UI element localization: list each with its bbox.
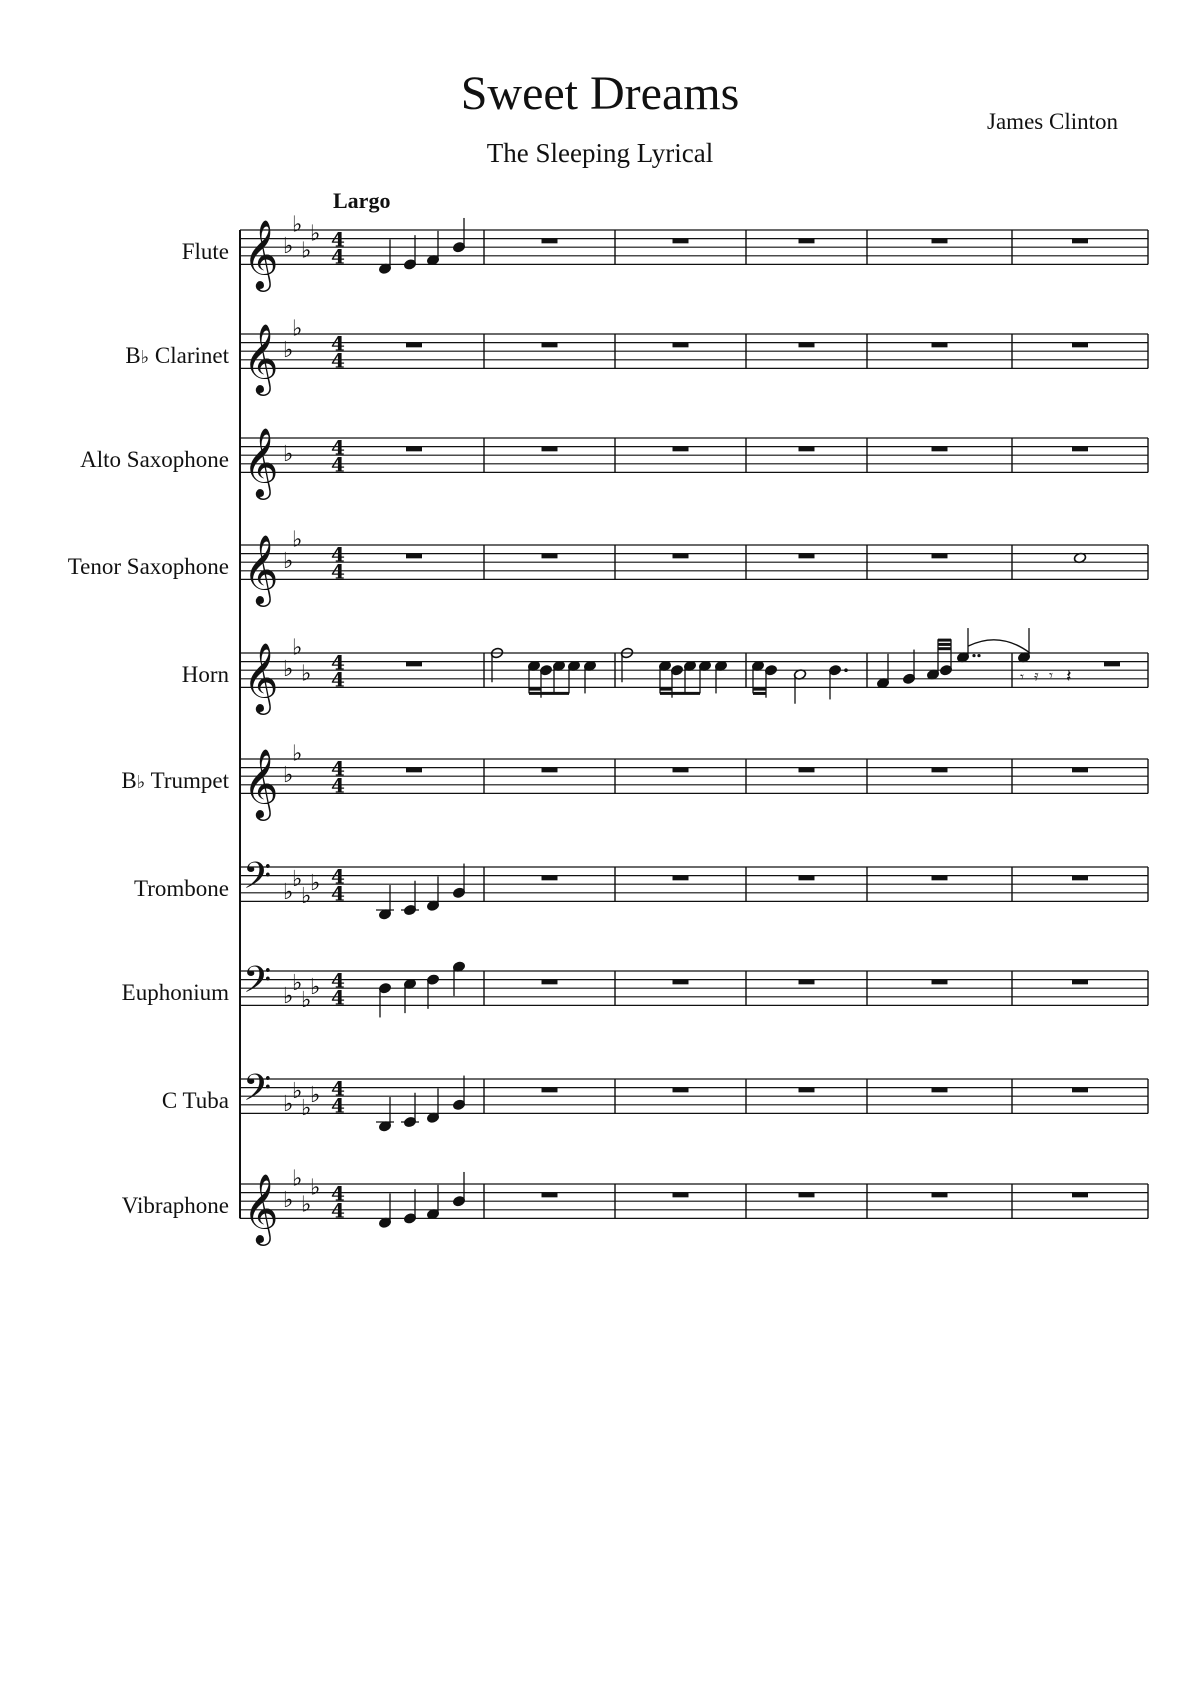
whole-rest [1072,876,1088,881]
time-signature-bottom: 4 [331,773,345,798]
instrument-label-horn: Horn [181,662,229,687]
key-flat-icon: ♭ [292,741,303,767]
time-signature-bottom: 4 [331,1198,345,1223]
instrument-label-tuba: C Tuba [161,1088,229,1113]
key-flat-icon: ♭ [283,1188,294,1214]
treble-clef-icon: 𝄞 [243,534,279,605]
whole-rest [542,239,558,244]
time-signature-top: 4 [331,435,345,460]
whole-rest [673,1193,689,1198]
time-signature-top: 4 [331,756,345,781]
whole-rest [1072,343,1088,348]
time-signature-top: 4 [331,968,345,993]
key-flat-icon: ♭ [292,970,303,996]
key-flat-icon: ♭ [292,212,303,238]
key-flat-icon: ♭ [292,1078,303,1104]
whole-rest [673,447,689,452]
horn-tie [968,640,1030,653]
key-flat-icon: ♭ [292,866,303,892]
whole-rest [932,876,948,881]
dot [844,668,848,672]
time-signature-bottom: 4 [331,985,345,1010]
whole-rest [542,1088,558,1093]
instrument-label-alto-sax: Alto Saxophone [80,447,229,472]
score-title: Sweet Dreams [460,67,740,120]
key-flat-icon: ♭ [301,1192,312,1218]
whole-rest [673,876,689,881]
whole-rest [673,1088,689,1093]
time-signature-bottom: 4 [331,559,345,584]
key-flat-icon: ♭ [292,527,303,553]
whole-rest [932,1193,948,1198]
key-flat-icon: ♭ [310,1083,321,1109]
whole-rest [542,447,558,452]
time-signature-top: 4 [331,864,345,889]
treble-clef-icon: 𝄞 [243,1173,279,1244]
instrument-label-euphonium: Euphonium [121,980,229,1005]
time-signature-bottom: 4 [331,452,345,477]
whole-rest [932,554,948,559]
bass-clef-icon: 𝄢 [243,958,272,1010]
whole-rest [406,662,422,667]
whole-rest [1072,768,1088,773]
sixteenth-rest-icon: 𝄿 [1034,666,1039,685]
key-flat-icon: ♭ [301,238,312,264]
time-signature-bottom: 4 [331,348,345,373]
whole-rest [932,980,948,985]
whole-rest [799,554,815,559]
bass-clef-icon: 𝄢 [243,1066,272,1118]
key-flat-icon: ♭ [283,879,294,905]
key-flat-icon: ♭ [283,1091,294,1117]
instrument-label-flute: Flute [181,239,229,264]
key-flat-icon: ♭ [283,338,294,364]
time-signature-bottom: 4 [331,1093,345,1118]
bass-clef-icon: 𝄢 [243,854,272,906]
key-flat-icon: ♭ [301,988,312,1014]
dot [977,654,980,657]
key-flat-icon: ♭ [301,661,312,687]
key-flat-icon: ♭ [292,1166,303,1192]
composer-name: James Clinton [987,109,1118,134]
whole-rest [799,343,815,348]
time-signature-top: 4 [331,331,345,356]
time-signature-bottom: 4 [331,667,345,692]
key-flat-icon: ♭ [283,657,294,683]
key-flat-icon: ♭ [310,871,321,897]
sixteenth-rest-icon: 𝄾 [1020,668,1024,687]
key-flat-icon: ♭ [301,884,312,910]
whole-rest [799,768,815,773]
whole-rest [799,1088,815,1093]
key-flat-icon: ♭ [283,234,294,260]
whole-rest [406,343,422,348]
whole-rest [406,768,422,773]
key-flat-icon: ♭ [301,1096,312,1122]
whole-rest [406,554,422,559]
whole-rest [799,447,815,452]
trumpet-label-b: B [121,768,137,793]
treble-clef-icon: 𝄞 [243,323,279,394]
tempo-marking: Largo [333,188,391,213]
whole-rest [1072,447,1088,452]
key-flat-icon: ♭ [283,549,294,575]
time-signature-top: 4 [331,227,345,252]
whole-rest [673,554,689,559]
key-flat-icon: ♭ [292,316,303,342]
score-subtitle: The Sleeping Lyrical [486,138,714,168]
whole-rest [1072,1088,1088,1093]
whole-rest [1072,980,1088,985]
key-flat-icon: ♭ [283,442,294,468]
whole-rest [932,447,948,452]
whole-rest [673,768,689,773]
time-signature-top: 4 [331,1076,345,1101]
whole-rest [542,876,558,881]
whole-rest [542,768,558,773]
key-flat-icon: ♭ [310,975,321,1001]
instrument-label-tenor-sax: Tenor Saxophone [67,554,229,579]
whole-rest [673,239,689,244]
quarter-rest-icon: 𝄽 [1066,666,1072,688]
whole-rest [799,876,815,881]
eighth-rest-icon: 𝄾 [1049,666,1053,685]
instrument-label-vibraphone: Vibraphone [121,1193,229,1218]
whole-rest [932,343,948,348]
instrument-label-trombone: Trombone [134,876,229,901]
trumpet-label-rest: Trumpet [145,768,229,793]
whole-rest [542,554,558,559]
whole-rest [799,1193,815,1198]
trumpet-label-flat: ♭ [136,772,146,792]
clarinet-label-rest: Clarinet [149,343,229,368]
key-flat-icon: ♭ [283,983,294,1009]
whole-rest [1104,662,1120,667]
whole-rest [932,239,948,244]
whole-rest [542,1193,558,1198]
dot [972,654,975,657]
time-signature-top: 4 [331,1181,345,1206]
whole-rest [799,239,815,244]
clarinet-label-flat: ♭ [140,347,150,367]
time-signature-top: 4 [331,542,345,567]
key-flat-icon: ♭ [310,221,321,247]
whole-rest [799,980,815,985]
whole-rest [673,343,689,348]
whole-rest [542,343,558,348]
treble-clef-icon: 𝄞 [243,642,279,713]
whole-rest [1072,1193,1088,1198]
whole-rest [1072,239,1088,244]
whole-rest [406,447,422,452]
whole-rest [932,1088,948,1093]
whole-rest [673,980,689,985]
treble-clef-icon: 𝄞 [243,219,279,290]
clarinet-label-b: B [125,343,141,368]
whole-rest [542,980,558,985]
treble-clef-icon: 𝄞 [243,427,279,498]
key-flat-icon: ♭ [292,635,303,661]
time-signature-bottom: 4 [331,244,345,269]
treble-clef-icon: 𝄞 [243,748,279,819]
key-flat-icon: ♭ [310,1175,321,1201]
key-flat-icon: ♭ [283,763,294,789]
time-signature-top: 4 [331,650,345,675]
whole-rest [932,768,948,773]
time-signature-bottom: 4 [331,881,345,906]
